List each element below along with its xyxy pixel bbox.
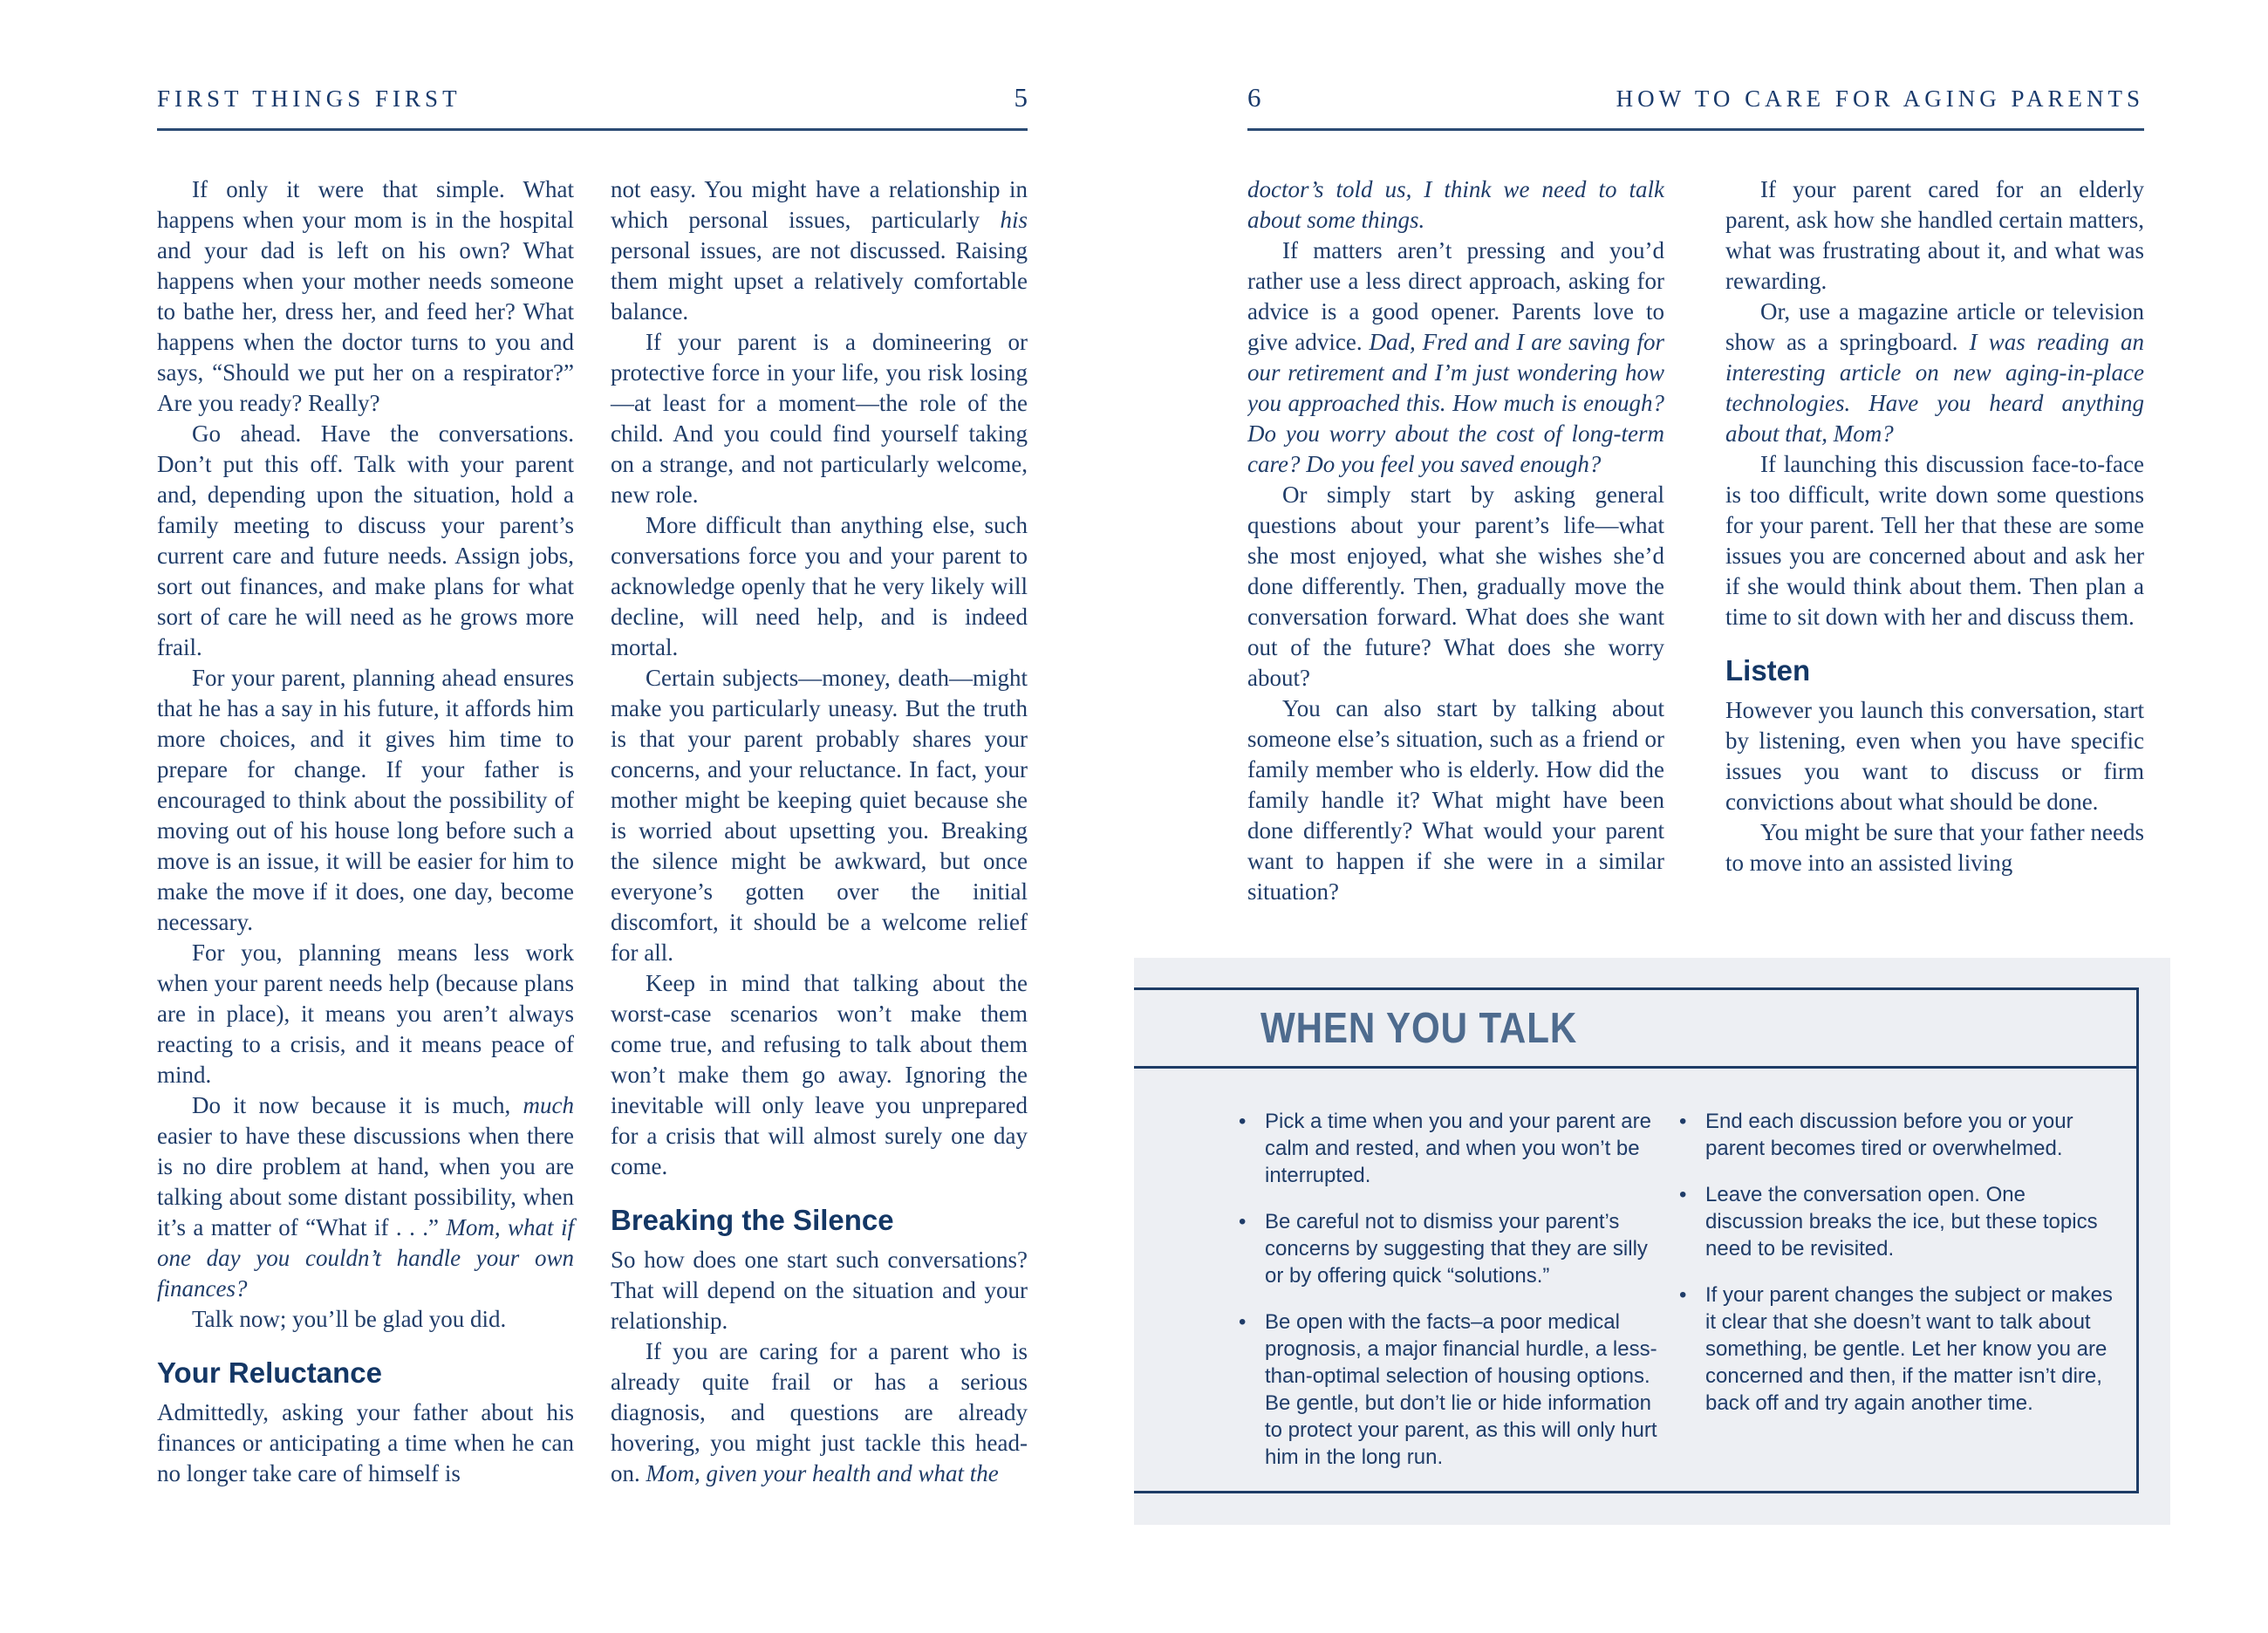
- paragraph: If your parent cared for an elderly parent, ask how she handled certain matters, what was frustrating about it, and what was rewarding.: [1725, 176, 2144, 294]
- paragraph: Go ahead. Have the conversations. Don’t put this off. Talk with your parent and, depending upon the situation, hold a family meeting to discuss your parent’s current care and future needs. Assign jobs, sort out finances, and make plans for what sort of care he will need as he grows more frail.: [157, 420, 574, 660]
- callout-title: WHEN YOU TALK: [1260, 1004, 1578, 1052]
- paragraph: If only it were that simple. What happens when your mom is in the hospital and your dad is left on his own? What happens when your mother needs someone to bathe her, dress her, and feed her? What happens when the doctor turns to you and says, “Should we put her on a respirator?” Are you ready? Really?: [157, 176, 574, 416]
- callout-title-separator: [1134, 1066, 2139, 1069]
- paragraph: For your parent, planning ahead ensures that he has a say in his future, it affords him more choices, and it gives him time to prepare for change. If your father is encouraged to think about the possibility of moving out of his house long before such a move is an issue, it will be easier for him to make the move if it does, one day, become necessary.: [157, 665, 574, 935]
- section-heading: Listen: [1725, 654, 1811, 687]
- paragraph: If you are caring for a parent who is already quite frail or has a serious diagnosis, and questions are already hovering, you might just tackle this head-on. Mom, given your health and what the: [611, 1338, 1028, 1486]
- paragraph: not easy. You might have a relationship in which personal issues, particularly his personal issues, are not discussed. Raising them might upset a relatively comfortable balance.: [611, 176, 1028, 325]
- paragraph: You can also start by talking about someone else’s situation, such as a friend or family member who is elderly. How did the family handle it? What might have been done differently? What would your parent want to happen if she were in a similar situation?: [1247, 695, 1664, 905]
- page-number-left: 5: [1014, 82, 1028, 113]
- header-rule-left: [157, 128, 1028, 131]
- callout-bullet-item: • Pick a time when you and your parent are calm and rested, and when you won’t be interrupted.: [1265, 1108, 1657, 1189]
- paragraph: For you, planning means less work when your parent needs help (because plans are in place), it means you aren’t always reacting to a crisis, and it means peace of mind.: [157, 939, 574, 1088]
- callout-bullet-item: • Leave the conversation open. One discussion breaks the ice, but these topics need to be revisited.: [1705, 1181, 2120, 1262]
- chapter-title: FIRST THINGS FIRST: [157, 85, 461, 112]
- text-column-right-1: [1247, 174, 1664, 938]
- paragraph: Do it now because it is much, much easier to have these discussions when there is no dire problem at hand, when you are talking about some distant possibility, when it’s a matter of “What if . . .” Mom, what if one day you couldn’t handle your own finances?: [157, 1092, 574, 1302]
- paragraph: If launching this discussion face-to-face is too difficult, write down some questions for your parent. Tell her that these are some issues you are concerned about and ask her if she would think about them. Then plan a time to sit down with her and discuss them.: [1725, 451, 2144, 630]
- callout-bullet-list-right: [1705, 1108, 2120, 1436]
- callout-box: [1134, 958, 2170, 1525]
- header-rule-right: [1247, 128, 2144, 131]
- paragraph: More difficult than anything else, such conversations force you and your parent to acknowledge openly that he very likely will decline, will need help, and is indeed mortal.: [611, 512, 1028, 660]
- page-number-right: 6: [1247, 82, 1261, 113]
- paragraph: Certain subjects—money, death—might make you particularly uneasy. But the truth is that your parent probably shares your concerns, and your reluctance. In fact, your mother might be keeping quiet because she is worried about upsetting you. Breaking the silence might be awkward, but once everyone’s gotten over the initial discomfort, it should be a welcome relief for all.: [611, 665, 1028, 966]
- callout-bullet-item: • If your parent changes the subject or makes it clear that she doesn’t want to talk about something, be gentle. Let her know you are concerned and then, if the matter isn’t dire, back off and try again another time.: [1705, 1281, 2120, 1417]
- text-column-right-2: [1725, 174, 2144, 938]
- paragraph: Or simply start by asking general questions about your parent’s life—what she most enjoyed, what she wishes she’d done differently. Then, gradually move the conversation forward. What does she want out of the future? What does she worry about?: [1247, 482, 1664, 691]
- paragraph: So how does one start such conversations? That will depend on the situation and your relationship.: [611, 1247, 1028, 1334]
- text-column-left-1: [157, 174, 574, 1489]
- section-heading: Breaking the Silence: [611, 1204, 894, 1236]
- running-header-left: [157, 82, 1028, 113]
- paragraph: If your parent is a domineering or protective force in your life, you risk losing—at least for a moment—the role of the child. And you could find yourself taking on a strange, and not particularly welcome, new role.: [611, 329, 1028, 508]
- callout-bullet-item: • Be open with the facts–a poor medical prognosis, a major financial hurdle, a less-than-optimal selection of housing options. Be gentle, but don’t lie or hide information to protect your parent, as this will only hurt him in the long run.: [1265, 1308, 1657, 1471]
- callout-bullet-list-left: [1265, 1108, 1657, 1490]
- paragraph: Admittedly, asking your father about his finances or anticipating a time when he can no longer take care of himself is: [157, 1399, 574, 1486]
- paragraph: Talk now; you’ll be glad you did.: [192, 1306, 507, 1332]
- paragraph: You might be sure that your father needs to move into an assisted living: [1725, 819, 2144, 876]
- paragraph: Keep in mind that talking about the worst-case scenarios won’t make them come true, and refusing to talk about them won’t make them go away. Ignoring the inevitable will only leave you unprepared for a crisis that will almost surely one day come.: [611, 970, 1028, 1179]
- paragraph: However you launch this conversation, start by listening, even when you have specific issues you want to discuss or firm convictions about what should be done.: [1725, 697, 2144, 815]
- paragraph: If matters aren’t pressing and you’d rather use a less direct approach, asking for advice is a good opener. Parents love to give advice. Dad, Fred and I are saving for our retirement and I’m just wondering how you approached this. How much is enough? Do you worry about the cost of long-term care? Do you feel you saved enough?: [1247, 237, 1664, 477]
- text-column-left-2: [611, 174, 1028, 1489]
- callout-bullet-item: • Be careful not to dismiss your parent’s concerns by suggesting that they are silly or by offering quick “solutions.”: [1265, 1208, 1657, 1289]
- paragraph: doctor’s told us, I think we need to talk about some things.: [1247, 176, 1664, 233]
- section-heading: Your Reluctance: [157, 1356, 382, 1389]
- paragraph: Or, use a magazine article or television show as a springboard. I was reading an interesting article on new aging-in-place technologies. Have you heard anything about that, Mom?: [1725, 298, 2144, 447]
- running-header-right: [1247, 82, 2144, 113]
- book-title: HOW TO CARE FOR AGING PARENTS: [1616, 85, 2144, 112]
- callout-bullet-item: • End each discussion before you or your parent becomes tired or overwhelmed.: [1705, 1108, 2120, 1162]
